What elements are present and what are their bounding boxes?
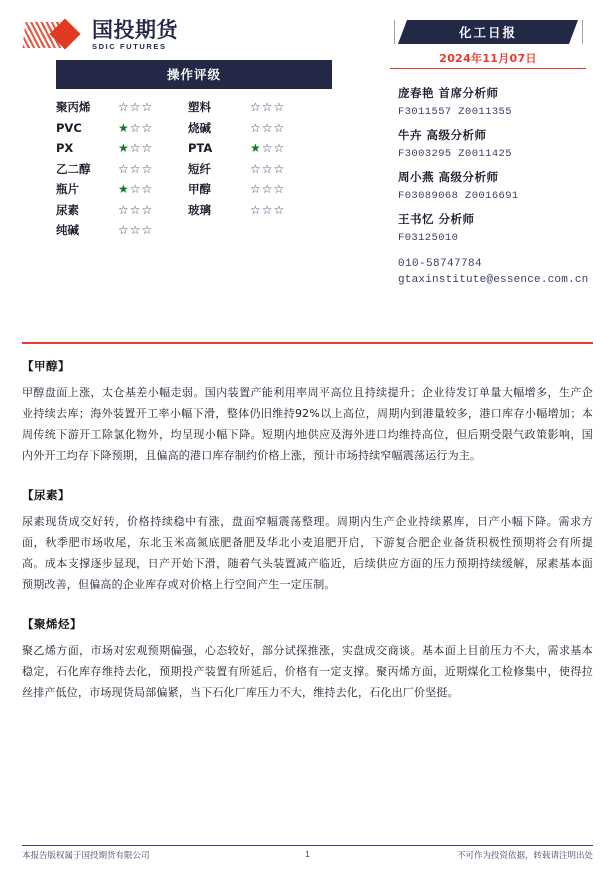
rating-stars: ☆☆☆ [118,223,154,238]
rating-stars: ☆☆☆ [250,161,286,176]
report-banner [398,20,578,44]
company-logo [24,18,178,52]
footer-page-number: 1 [305,849,310,859]
rating-product-name: PTA [188,141,213,156]
analyst-name: 牛卉 高级分析师 [398,128,487,142]
rating-product-name: 塑料 [188,100,211,115]
analyst-license-code: F3011557 Z0011355 [398,106,512,118]
rating-stars: ★☆☆ [118,120,154,135]
logo-name-cn: 国投期货 [92,17,178,42]
analyst-license-code: F3003295 Z0011425 [398,148,512,160]
rating-product-name: 聚丙烯 [56,100,91,115]
sdic-diamond-logo-icon [24,20,86,50]
rating-stars: ☆☆☆ [250,182,286,197]
rating-product-name: PX [56,141,74,156]
rating-table-title: 操作评级 [56,60,332,89]
section-title: 【聚烯烃】 [22,617,82,631]
rating-product-name: 甲醇 [188,182,211,197]
footer-disclaimer: 不可作为投资依据，转载请注明出处 [456,851,593,861]
header-divider [22,342,593,344]
banner-tick-right [582,20,583,44]
rating-row [56,220,332,241]
rating-table [56,60,332,241]
rating-product-name: 乙二醇 [56,161,91,176]
rating-product-name: 烧碱 [188,120,211,135]
rating-row [56,138,332,159]
rating-product-name: 玻璃 [188,202,211,217]
report-date: 2024年11月07日 [439,52,537,65]
rating-stars: ★☆☆ [250,141,286,156]
report-sections [22,358,593,724]
rating-stars: ☆☆☆ [250,120,286,135]
analyst-name: 王书忆 分析师 [398,212,475,226]
rating-row [56,200,332,221]
section-body: 甲醇盘面上涨，太仓基差小幅走弱。国内装置产能利用率周平高位且持续提升；企业待发订单量大幅增多，生产企业持续去库；海外装置开工率小幅下滑，整体仍旧维持92%以上高位，周期内到港量较多，港口库存小幅增加；本周传统下游开工除氯化物外，均呈现小幅下降。短期内地供应及海外进口均维持高位，但后期受限气政策影响，国内外开工均存下降预期，且偏高的港口库存制约价格上涨，预计市场持续窄幅震荡运行为主。 [22,386,593,462]
rating-product-name: 尿素 [56,202,79,217]
report-header [0,0,615,345]
banner-title: 化工日报 [458,25,517,40]
contact-email[interactable]: gtaxinstitute@essence.com.cn [398,274,589,286]
rating-product-name: PVC [56,120,82,135]
rating-stars: ☆☆☆ [118,202,154,217]
footer-divider [22,845,593,846]
section-title: 【尿素】 [22,488,70,502]
date-divider [390,68,586,69]
logo-wordmark [92,17,178,51]
report-section [22,616,593,703]
rating-product-name: 短纤 [188,161,211,176]
contact-phone[interactable]: 010-58747784 [398,258,483,270]
banner-tick-left [394,20,395,44]
rating-row [56,118,332,139]
analyst-license-code: F03089068 Z0016691 [398,190,519,202]
rating-stars: ☆☆☆ [118,161,154,176]
rating-row [56,97,332,118]
logo-name-en: SDIC FUTURES [92,41,167,51]
rating-stars: ★☆☆ [118,141,154,156]
analyst-name: 周小燕 高级分析师 [398,170,499,184]
rating-row [56,159,332,180]
rating-stars: ☆☆☆ [250,100,286,115]
rating-product-name: 瓶片 [56,182,79,197]
analyst-license-code: F03125010 [398,232,459,244]
rating-row [56,179,332,200]
rating-stars: ☆☆☆ [250,202,286,217]
rating-product-name: 纯碱 [56,223,79,238]
footer-copyright: 本报告版权属于国投期货有限公司 [22,851,150,861]
analyst-contacts [398,85,608,286]
analyst-name: 庞春艳 首席分析师 [398,86,499,100]
report-section [22,358,593,466]
rating-stars: ★☆☆ [118,182,154,197]
rating-table-body [56,89,332,241]
section-title: 【甲醇】 [22,359,70,373]
section-body: 聚乙烯方面，市场对宏观预期偏强，心态较好，部分试探推涨，实盘成交商谈。基本面上目前压力不大，需求基本稳定，石化库存维持去化，预期投产装置有所延后，价格有一定支撑。聚丙烯方面，近期煤化工检修集中，使得拉丝排产低位，市场现货局部偏紧，当下石化厂库压力不大，维持去化，石化出厂价坚挺。 [22,644,593,699]
section-body: 尿素现货成交好转，价格持续稳中有涨，盘面窄幅震荡整理。周期内生产企业持续累库，日产小幅下降。需求方面，秋季肥市场收尾，东北玉米高氮底肥备肥及华北小麦追肥开启，下游复合肥企业备货积极性预期将会有所提高。成本支撑逐步显现，日产开始下滑，随着气头装置减产临近，后续供应方面的压力预期持续缓解，尿素基本面预期改善，但偏高的企业库存或对价格上行空间产生一定压制。 [22,515,593,591]
rating-stars: ☆☆☆ [118,100,154,115]
report-section [22,487,593,595]
